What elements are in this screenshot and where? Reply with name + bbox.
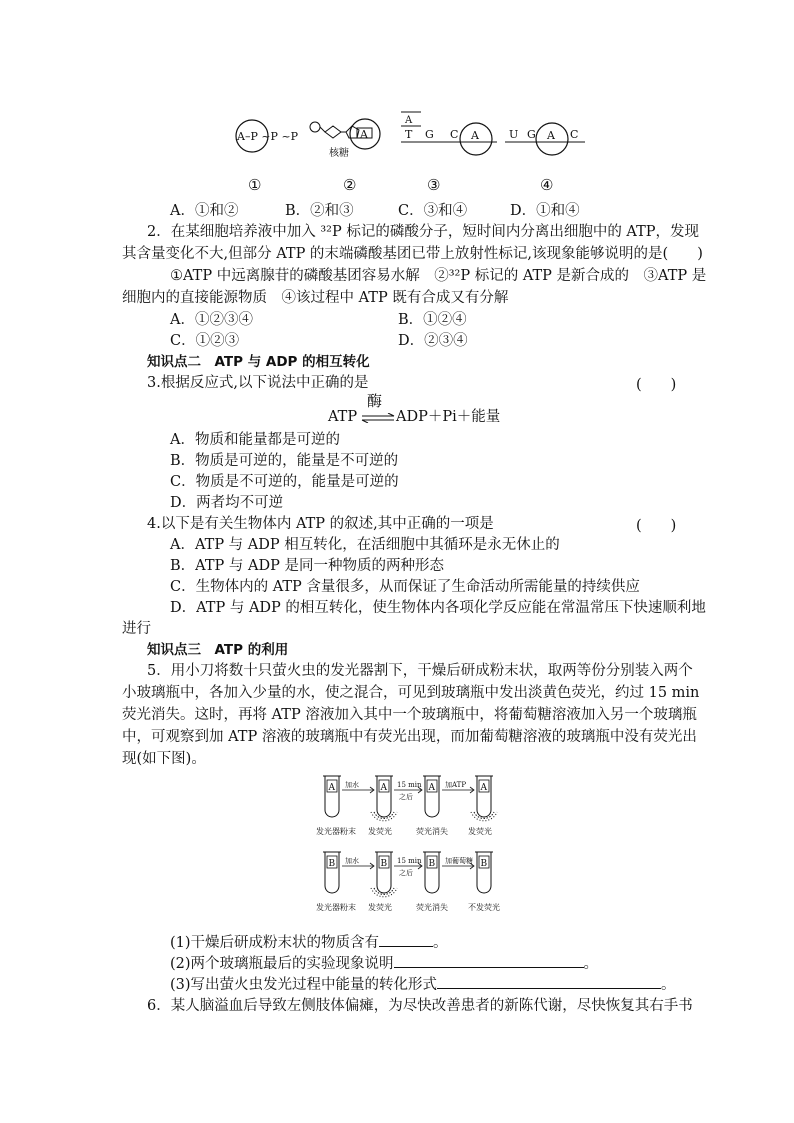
test-tube-icon [423,776,441,817]
eq-right: ADP＋Pi＋能量 [396,409,501,425]
tube-caption: 发荧光 [468,827,492,836]
tube-caption: 发光器粉末 [316,903,356,912]
q3-option-c: C．物质是不可逆的，能量是可逆的 [170,474,399,490]
q6-line-1: 6．某人脑溢血后导致左侧肢体偏瘫，为尽快改善患者的新陈代谢，尽快恢复其右手书 [147,998,693,1014]
diagram-number-2: ② [343,176,357,194]
q4-option-b: B．ATP 与 ADP 是同一种物质的两种形态 [170,558,444,574]
d1-text: A–P ~P ~P [237,130,299,143]
arrow-label: 加水 [345,857,359,865]
arrow-label: 15 min [397,857,422,865]
atp-structure-diagram [225,110,595,170]
tube-caption: 不发荧光 [468,903,500,912]
q2-option-d: D．②③④ [398,333,468,349]
d3-top: A [405,115,413,126]
diagram-number-3: ③ [427,176,441,194]
glow-icon [371,812,397,821]
q2-option-c: C．①②③ [170,333,240,349]
q5-line-2: 小玻璃瓶中，各加入少量的水，使之混合，可见到玻璃瓶中发出淡黄色荧光，约过 15 min [122,685,700,701]
tube-caption: 荧光消失 [416,827,448,836]
d3-circle: A [471,129,479,142]
svg-text:G: G [425,128,434,141]
q3-option-d: D．两者均不可逆 [170,495,284,511]
q2-option-a: A．①②③④ [170,312,253,328]
test-tube-icon [371,776,397,821]
test-tube-icon [423,852,441,893]
blank-3[interactable] [437,974,661,989]
svg-text:C: C [570,128,579,141]
tube-letter: A [328,783,335,793]
q4-stem: 4.以下是有关生物体内 ATP 的叙述,其中正确的一项是 [147,516,494,532]
d4-circle: A [547,129,555,142]
test-tube-icon [323,852,341,893]
q1-option-d: D．①和④ [510,203,580,219]
tube-letter: A [480,783,487,793]
figure-row-a [316,776,497,836]
arrow-label: 加葡萄糖 [445,857,473,865]
tube-caption: 发荧光 [368,903,392,912]
q5-sub-3: (3)写出萤火虫发光过程中能量的转化形式 。 [170,974,676,996]
section-heading-3: 知识点三 ATP 的利用 [147,642,289,658]
q2-line-2: 其含量变化不大,但部分 ATP 的末端磷酸基团已带上放射性标记,该现象能够说明的是( ) [122,246,703,262]
tube-letter: B [380,859,388,869]
test-tube-icon [475,852,493,893]
glow-icon [371,888,397,897]
q5-sub-1: (1)干燥后研成粉末状的物质含有 。 [170,932,448,954]
svg-text:G: G [527,128,536,141]
tube-caption: 发光器粉末 [316,827,356,836]
q1-option-b: B．②和③ [285,203,354,219]
q2-line-3: ①ATP 中远离腺苷的磷酸基团容易水解 ②³²P 标记的 ATP 是新合成的 ③ATP 是 [170,268,707,284]
q5-line-1: 5．用小刀将数十只萤火虫的发光器割下，干燥后研成粉末状，取两等份分别装入两个 [147,663,693,679]
eq-enzyme: 酶 [367,392,383,410]
arrow-label: 15 min [397,781,422,789]
q4-option-d: D．ATP 与 ADP 的相互转化，使生物体内各项化学反应能在常温常压下快速顺利地 [170,600,706,616]
diagram-number-1: ① [248,176,262,194]
section-heading-2: 知识点二 ATP 与 ADP 的相互转化 [147,354,370,370]
arrow-label: 加ATP [445,781,467,789]
q5-line-5: 现(如下图)。 [122,751,206,767]
figure-row-b [316,852,500,912]
q5-line-3: 荧光消失。这时，再将 ATP 溶液加入其中一个玻璃瓶中，将葡萄糖溶液加入另一个玻璃瓶 [122,707,697,723]
arrow-sublabel: 之后 [399,793,413,801]
test-tube-icon [471,776,497,821]
arrow-sublabel: 之后 [399,869,413,877]
blank-2[interactable] [394,953,584,968]
svg-text:U: U [509,128,519,141]
q2-option-b: B．①②④ [398,312,467,328]
test-tube-icon [323,776,341,817]
q3-option-b: B．物质是可逆的，能量是不可逆的 [170,453,399,469]
tube-letter: A [428,783,435,793]
tube-letter: B [480,859,488,869]
test-tube-icon [371,852,397,897]
tube-letter: B [328,859,336,869]
q3-reaction-equation [328,393,528,427]
svg-text:T: T [405,128,413,141]
reversible-arrow-icon [360,413,396,423]
q1-option-c: C．③和④ [398,203,468,219]
q4-answer-paren: ( ) [636,518,677,534]
diagram-number-4: ④ [540,176,554,194]
tube-caption: 荧光消失 [416,903,448,912]
svg-text:C: C [450,128,459,141]
firefly-experiment-figure [312,770,512,920]
blank-1[interactable] [379,932,433,947]
q3-stem: 3.根据反应式,以下说法中正确的是 [147,375,369,391]
q3-answer-paren: ( ) [636,377,677,393]
q4-option-c: C．生物体内的 ATP 含量很多，从而保证了生命活动所需能量的持续供应 [170,579,640,595]
eq-left: ATP [328,409,358,425]
q2-line-4: 细胞内的直接能源物质 ④该过程中 ATP 既有合成又有分解 [122,290,509,306]
q4-option-a: A．ATP 与 ADP 相互转化，在活细胞中其循环是永无休止的 [170,537,560,553]
arrow-label: 加水 [345,781,359,789]
d2-label: 核糖 [329,148,349,159]
q4-option-d-cont: 进行 [122,621,151,637]
tube-letter: A [380,783,387,793]
q1-option-a: A．①和② [170,203,239,219]
tube-caption: 发荧光 [368,827,392,836]
glow-icon [471,812,497,821]
q5-line-4: 中，可观察到加 ATP 溶液的玻璃瓶中有荧光出现，而加葡萄糖溶液的玻璃瓶中没有荧光出 [122,729,697,745]
q3-option-a: A．物质和能量都是可逆的 [170,432,340,448]
tube-letter: B [428,859,436,869]
d2-A: A [360,128,368,141]
q5-sub-2: (2)两个玻璃瓶最后的实验现象说明 。 [170,953,598,975]
q2-line-1: 2．在某细胞培养液中加入 ³²P 标记的磷酸分子，短时间内分离出细胞中的 ATP，发现 [147,224,700,240]
